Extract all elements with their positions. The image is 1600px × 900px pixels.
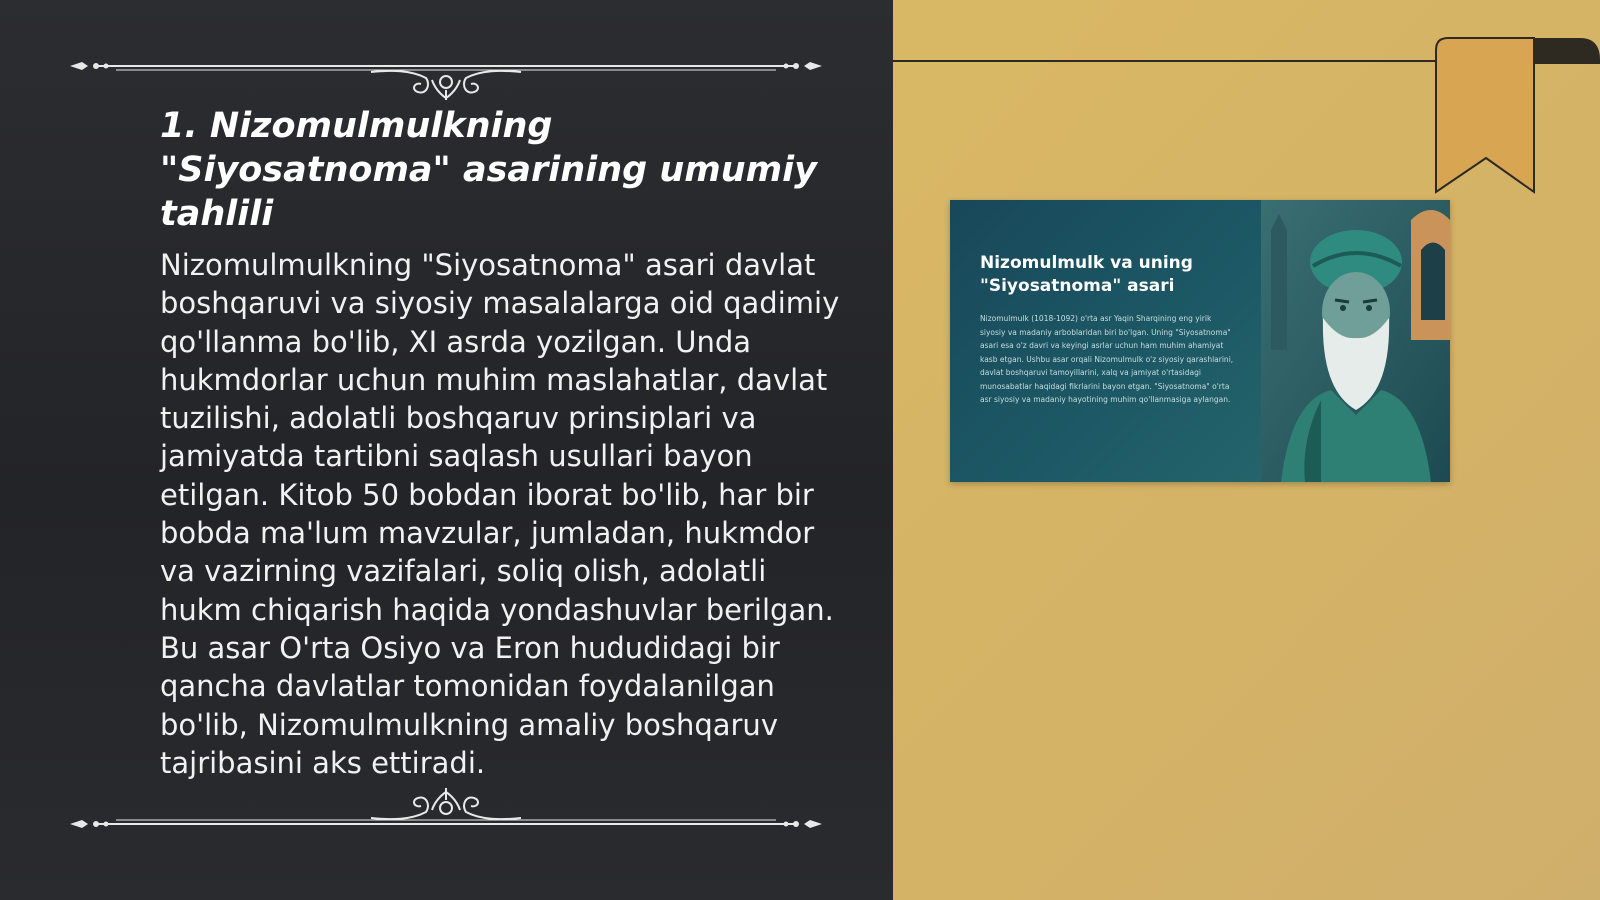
thumbnail-title: Nizomulmulk va uning "Siyosatnoma" asari <box>980 253 1193 296</box>
slide-title: 1. Nizomulmulkning "Siyosatnoma" asarining umumiy tahlili <box>160 106 817 234</box>
slide-thumbnail-image <box>950 200 1450 482</box>
ornament-divider-top <box>66 40 826 100</box>
bookmark-ribbon-icon <box>1430 30 1600 200</box>
portrait-illustration <box>1261 200 1450 482</box>
slide-body-text: Nizomulmulkning "Siyosatnoma" asari davlat boshqaruvi va siyosiy masalalarga oid qadimiy qo'llanma bo'lib, XI asrda yozilgan. Unda hukmdorlar uchun muhim maslahatlar, davlat tuzilishi, adolatli boshqaruv prinsiplari va jamiyatda tartibni saqlash usullari bayon etilgan. Kitob 50 bobdan iborat bo'lib, har bir bobda ma'lum mavzular, jumladan, hukmdor va vazirning vazifalari, soliq olish, adolatli hukm chiqarish haqida yondashuvlar berilgan. Bu asar O'rta Osiyo va Eron hududidagi bir qancha davlatlar tomonidan foydalanilgan bo'lib, Nizomulmulkning amaliy boshqaruv tajribasini aks ettiradi. <box>160 248 840 780</box>
thumbnail-text: Nizomulmulk (1018-1092) o'rta asr Yaqin Sharqining eng yirik siyosiy va madaniy arboblaridan biri bo'lgan. Uning "Siyosatnoma" asari esa o'z davri va keyingi asrlar uchun ham muhim ahamiyat kasb etgan. Ushbu asar orqali Nizomulmulk o'z siyosiy qarashlarini, davlat boshqaruvi tamoyillarini, xalq va jamiyat o'rtasidagi munosabatlar haqidagi fikrlarini bayon etgan. "Siyosatnoma" o'rta asr siyosiy va madaniy hayotining muhim qo'llanmasiga aylangan. <box>980 314 1234 404</box>
ornament-divider-bottom <box>66 776 826 836</box>
